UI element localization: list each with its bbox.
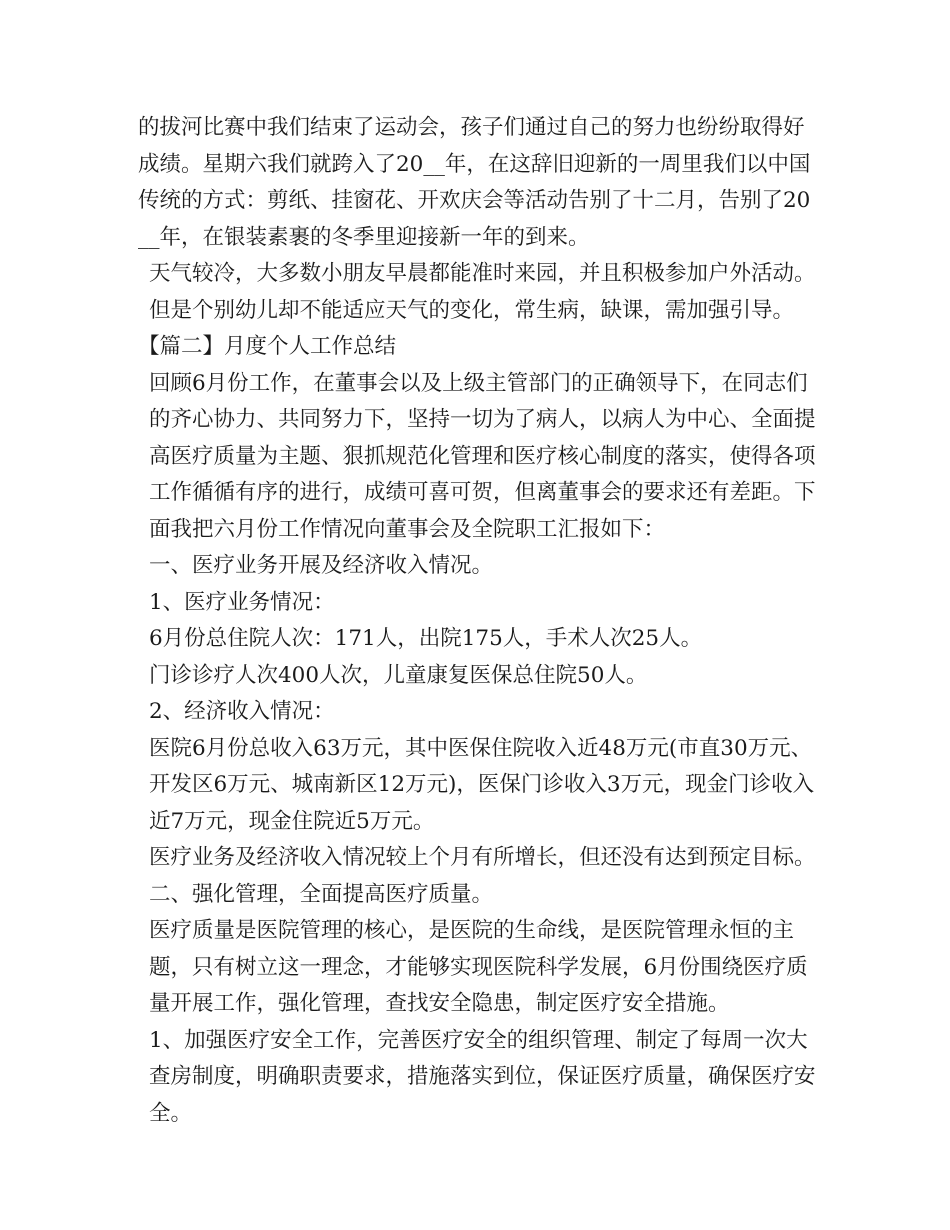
document-body bbox=[138, 110, 818, 1132]
paragraph-1: 的拔河比赛中我们结束了运动会，孩子们通过自己的努力也纷纷取得好成绩。星期六我们就跨入了20__年，在这辞旧迎新的一周里我们以中国传统的方式：剪纸、挂窗花、开欢庆会等活动告别了十二月，告别了20__年，在银装素裹的冬季里迎接新一年的到来。 bbox=[138, 115, 811, 250]
paragraph-7: 门诊诊疗人次400人次，儿童康复医保总住院50人。 bbox=[149, 662, 648, 688]
section-heading: 【篇二】月度个人工作总结 bbox=[138, 334, 397, 359]
paragraph-10: 医疗业务及经济收入情况较上个月有所增长，但还没有达到预定目标。 bbox=[149, 845, 816, 870]
paragraph-2: 天气较冷，大多数小朋友早晨都能准时来园，并且积极参加户外活动。但是个别幼儿却不能适应天气的变化，常生病，缺课，需加强引导。 bbox=[149, 261, 816, 323]
paragraph-12: 医疗质量是医院管理的核心，是医院的生命线，是医院管理永恒的主题，只有树立这一理念，才能够实现医院科学发展，6月份围绕医疗质量开展工作，强化管理，查找安全隐患，制定医疗安全措施。 bbox=[149, 918, 808, 1016]
paragraph-3: 回顾6月份工作，在董事会以及上级主管部门的正确领导下，在同志们的齐心协力、共同努力下，坚持一切为了病人，以病人为中心、全面提高医疗质量为主题、狠抓规范化管理和医疗核心制度的落实，使得各项工作循循有序的进行，成绩可喜可贺，但离董事会的要求还有差距。下面我把六月份工作情况向董事会及全院职工汇报如下： bbox=[149, 370, 816, 542]
paragraph-6: 6月份总住院人次：171人，出院175人，手术人次25人。 bbox=[149, 626, 703, 651]
paragraph-4: 一、医疗业务开展及经济收入情况。 bbox=[149, 553, 494, 578]
paragraph-13: 1、加强医疗安全工作，完善医疗安全的组织管理、制定了每周一次大查房制度，明确职责要求，措施落实到位，保证医疗质量，确保医疗安全。 bbox=[149, 1027, 816, 1126]
paragraph-9: 医院6月份总收入63万元，其中医保住院收入近48万元(市直30万元、开发区6万元、城南新区12万元)，医保门诊收入3万元，现金门诊收入近7万元，现金住院近5万元。 bbox=[149, 735, 815, 834]
paragraph-8: 2、经济收入情况： bbox=[149, 699, 335, 724]
paragraph-11: 二、强化管理，全面提高医疗质量。 bbox=[149, 881, 494, 907]
paragraph-5: 1、医疗业务情况： bbox=[149, 589, 335, 615]
